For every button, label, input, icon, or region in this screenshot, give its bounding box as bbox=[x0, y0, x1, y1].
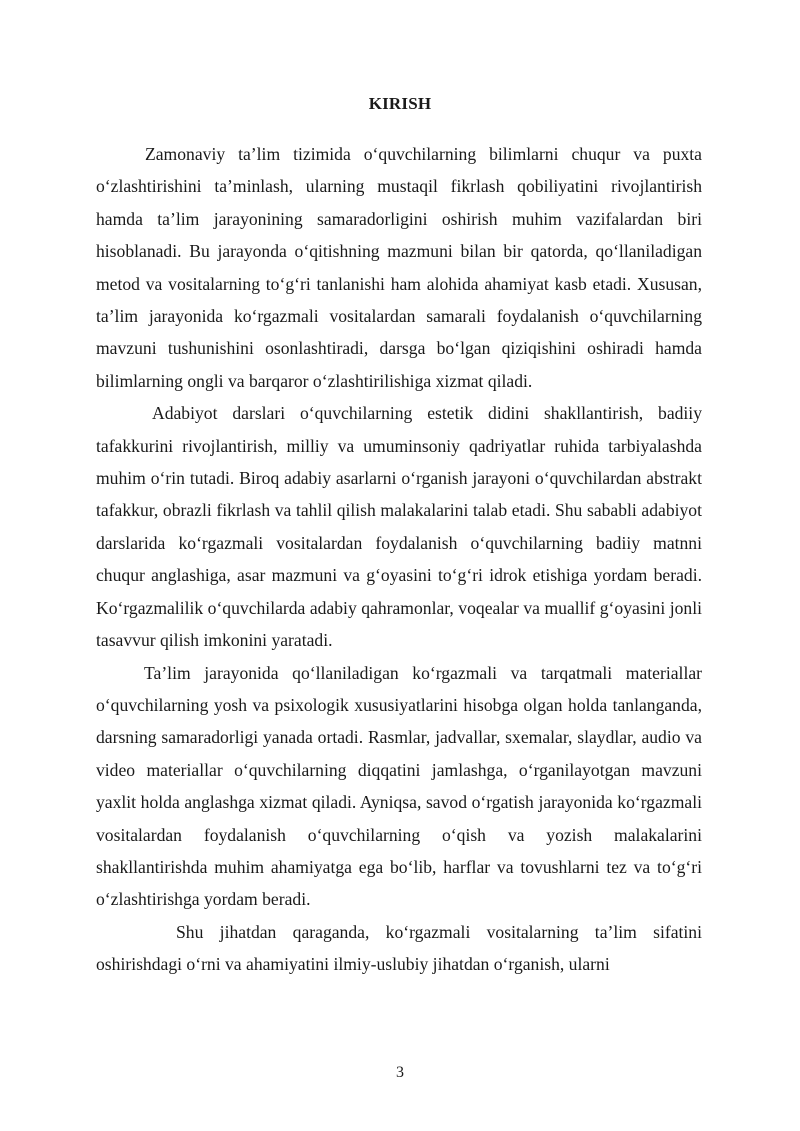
paragraph-2: Adabiyot darslari o‘quvchilarning estetik didini shakllantirish, badiiy tafakkurini rivojlantirish, milliy va umuminsoniy qadriyatlar ruhida tarbiyalashda muhim o‘rin tutadi. Biroq adabiy asarlarni o‘rganish jarayoni o‘quvchilardan abstrakt tafakkur, obrazli fikrlash va tahlil qilish malakalarini talab etadi. Shu sababli adabiyot darslarida ko‘rgazmali vositalardan foydalanish o‘quvchilarning badiiy matnni chuqur anglashiga, asar mazmuni va g‘oyasini to‘g‘ri idrok etishiga yordam beradi. Ko‘rgazmalilik o‘quvchilarda adabiy qahramonlar, voqealar va muallif g‘oyasini jonli tasavvur qilish imkonini yaratadi. bbox=[96, 403, 702, 651]
paragraph-4: Shu jihatdan qaraganda, ko‘rgazmali vositalarning ta’lim sifatini oshirishdagi o‘rni va ahamiyatini ilmiy-uslubiy jihatdan o‘rganish, ularni bbox=[96, 921, 702, 975]
section-heading: KIRISH bbox=[368, 94, 432, 113]
body-text bbox=[96, 138, 702, 981]
paragraph-1: Zamonaviy ta’lim tizimida o‘quvchilarning bilimlarni chuqur va puxta o‘zlashtirishini ta’minlash, ularning mustaqil fikrlash qobiliyatini rivojlantirish hamda ta’lim jarayonining samaradorligini oshirish muhim vazifalardan biri hisoblanadi. Bu jarayonda o‘qitishning mazmuni bilan bir qatorda, qo‘llaniladigan metod va vositalarning to‘g‘ri tanlanishi ham alohida ahamiyat kasb etadi. Xususan, ta’lim jarayonida ko‘rgazmali vositalardan samarali foydalanish o‘quvchilarning mavzuni tushunishini osonlashtiradi, darsga bo‘lgan qiziqishini oshiradi hamda bilimlarning ongli va barqaror o‘zlashtirilishiga xizmat qiladi. bbox=[96, 144, 702, 391]
paragraph-3: Ta’lim jarayonida qo‘llaniladigan ko‘rgazmali va tarqatmali materiallar o‘quvchilarning yosh va psixologik xususiyatlarini hisobga olgan holda tanlanganda, darsning samaradorligi yanada ortadi. Rasmlar, jadvallar, sxemalar, slaydlar, audio va video materiallar o‘quvchilarning diqqatini jamlashga, o‘rganilayotgan mavzuni yaxlit holda anglashga xizmat qiladi. Ayniqsa, savod o‘rgatish jarayonida ko‘rgazmali vositalardan foydalanish o‘quvchilarning o‘qish va yozish malakalarini shakllantirishda muhim ahamiyatga ega bo‘lib, harflar va tovushlarni tez va to‘g‘ri o‘zlashtirishga yordam beradi. bbox=[96, 662, 702, 910]
page-number: 3 bbox=[396, 1064, 404, 1081]
